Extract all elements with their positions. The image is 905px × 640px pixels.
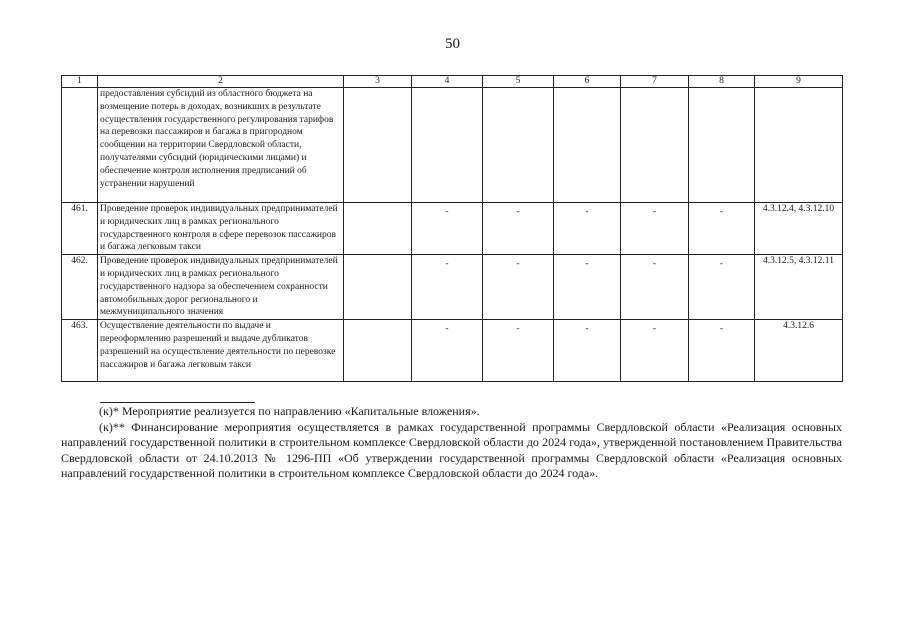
cell-col5: - xyxy=(483,255,554,320)
footnotes xyxy=(61,404,842,482)
header-cell: 4 xyxy=(412,76,483,88)
header-cell: 5 xyxy=(483,76,554,88)
cell-goal-ref xyxy=(755,88,843,203)
table-row xyxy=(62,88,843,203)
header-cell: 2 xyxy=(98,76,344,88)
cell-col8: - xyxy=(689,255,755,320)
header-cell: 1 xyxy=(62,76,98,88)
header-cell: 3 xyxy=(344,76,412,88)
cell-col5: - xyxy=(483,320,554,382)
row-number: 463. xyxy=(62,320,98,382)
cell-col6 xyxy=(554,88,621,203)
cell-col3 xyxy=(344,255,412,320)
row-number xyxy=(62,88,98,203)
footnote-financing: (к)** Финансирование мероприятия осуществляется в рамках государственной программы Свердловской области «Реализация основных направлений государственной политики в строительном комплексе Свердловской области до 2024 года», утвержденной постановлением Правительства Свердловской области от 24.10.2013 № 1296-ПП «Об утверждении государственной программы Свердловской области «Реализация основных направлений государственной политики в строительном комплексе Свердловской области до 2024 года». xyxy=(61,419,842,480)
table-row xyxy=(62,255,843,320)
footnote-capital-investment: (к)* Мероприятие реализуется по направлению «Капитальные вложения». xyxy=(99,404,480,418)
header-cell: 6 xyxy=(554,76,621,88)
cell-col6: - xyxy=(554,320,621,382)
cell-col7: - xyxy=(621,320,689,382)
cell-col4 xyxy=(412,88,483,203)
cell-col4: - xyxy=(412,255,483,320)
page-number: 50 xyxy=(445,36,460,52)
cell-col5: - xyxy=(483,203,554,255)
cell-col8 xyxy=(689,88,755,203)
cell-col7: - xyxy=(621,255,689,320)
cell-col3 xyxy=(344,320,412,382)
row-description: Проведение проверок индивидуальных предпринимателей и юридических лиц в рамках регионального государственного надзора за обеспечением сохранности автомобильных дорог регионального и межмуниципального значения xyxy=(98,255,344,320)
header-cell: 9 xyxy=(755,76,843,88)
cell-col6: - xyxy=(554,203,621,255)
footnote-divider xyxy=(100,402,255,403)
cell-goal-ref: 4.3.12.4, 4.3.12.10 xyxy=(755,203,843,255)
cell-goal-ref: 4.3.12.5, 4.3.12.11 xyxy=(755,255,843,320)
cell-col3 xyxy=(344,203,412,255)
row-description: Осуществление деятельности по выдаче и переоформлению разрешений и выдаче дубликатов разрешений на осуществление деятельности по перевозке пассажиров и багажа легковым такси xyxy=(98,320,344,382)
table-row xyxy=(62,320,843,382)
cell-col4: - xyxy=(412,320,483,382)
table-row xyxy=(62,203,843,255)
row-description: Проведение проверок индивидуальных предпринимателей и юридических лиц в рамках регионального государственного контроля в сфере перевозок пассажиров и багажа легковым такси xyxy=(98,203,344,255)
row-number: 462. xyxy=(62,255,98,320)
cell-col3 xyxy=(344,88,412,203)
table-header-row xyxy=(62,76,843,88)
cell-col8: - xyxy=(689,203,755,255)
header-cell: 7 xyxy=(621,76,689,88)
cell-col4: - xyxy=(412,203,483,255)
program-table xyxy=(61,75,843,382)
cell-col7 xyxy=(621,88,689,203)
row-number: 461. xyxy=(62,203,98,255)
cell-col8: - xyxy=(689,320,755,382)
cell-goal-ref: 4.3.12.6 xyxy=(755,320,843,382)
cell-col7: - xyxy=(621,203,689,255)
cell-col6: - xyxy=(554,255,621,320)
cell-col5 xyxy=(483,88,554,203)
header-cell: 8 xyxy=(689,76,755,88)
row-description: предоставления субсидий из областного бюджета на возмещение потерь в доходах, возникших в результате осуществления государственного регулирования тарифов на перевозки пассажиров и багажа в пригородном сообщении на территории Свердловской области, получателями субсидий (юридическими лицами) и обеспечение контроля исполнения предписаний об устранении нарушений xyxy=(98,88,344,203)
